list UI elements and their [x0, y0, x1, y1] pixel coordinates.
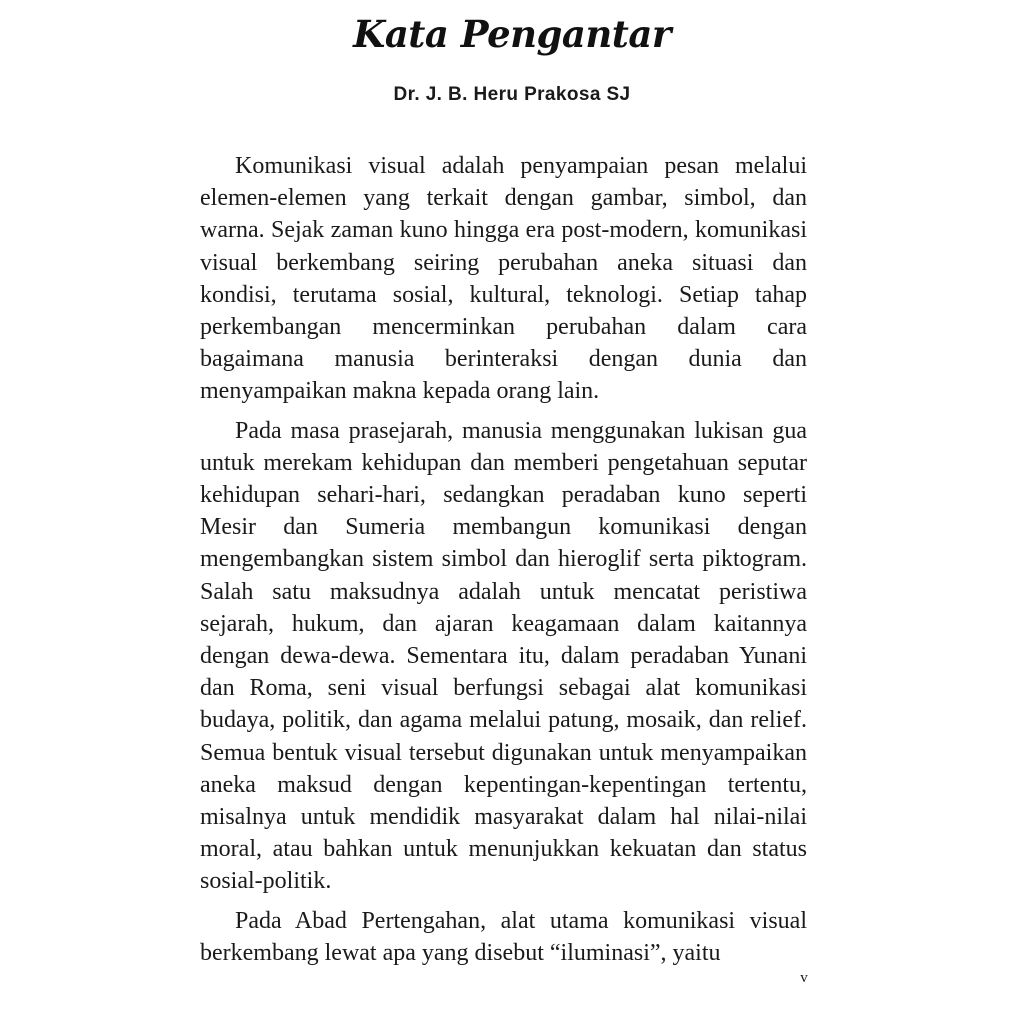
author-name: Dr. J. B. Heru Prakosa SJ	[393, 84, 631, 105]
page-number: v	[800, 970, 808, 986]
page-title: Kata Pengantar	[353, 12, 671, 56]
body-text	[200, 150, 807, 976]
paragraph: Pada Abad Pertengahan, alat utama komunikasi visual berkembang lewat apa yang disebut “iluminasi”, yaitu	[200, 907, 807, 966]
paragraph: Komunikasi visual adalah penyampaian pesan melalui elemen-elemen yang terkait dengan gambar, simbol, dan warna. Sejak zaman kuno hingga era post-modern, komunikasi visual berkembang seiring perubahan aneka situasi dan kondisi, terutama sosial, kultural, teknologi. Setiap tahap perkembangan mencerminkan perubahan dalam cara bagaimana manusia berinteraksi dengan dunia dan menyampaikan makna kepada orang lain.	[200, 153, 807, 405]
paragraph: Pada masa prasejarah, manusia menggunakan lukisan gua untuk merekam kehidupan dan memberi pengetahuan seputar kehidupan sehari-hari, sedangkan peradaban kuno seperti Mesir dan Sumeria membangun komunikasi dengan mengembangkan sistem simbol dan hieroglif serta piktogram. Salah satu maksudnya adalah untuk mencatat peristiwa sejarah, hukum, dan ajaran keagamaan dalam kaitannya dengan dewa-dewa. Sementara itu, dalam peradaban Yunani dan Roma, seni visual berfungsi sebagai alat komunikasi budaya, politik, dan agama melalui patung, mosaik, dan relief. Semua bentuk visual tersebut digunakan untuk menyampaikan aneka maksud dengan kepentingan-kepentingan tertentu, misalnya untuk mendidik masyarakat dalam hal nilai-nilai moral, atau bahkan untuk menunjukkan kekuatan dan status sosial-politik.	[200, 417, 807, 895]
